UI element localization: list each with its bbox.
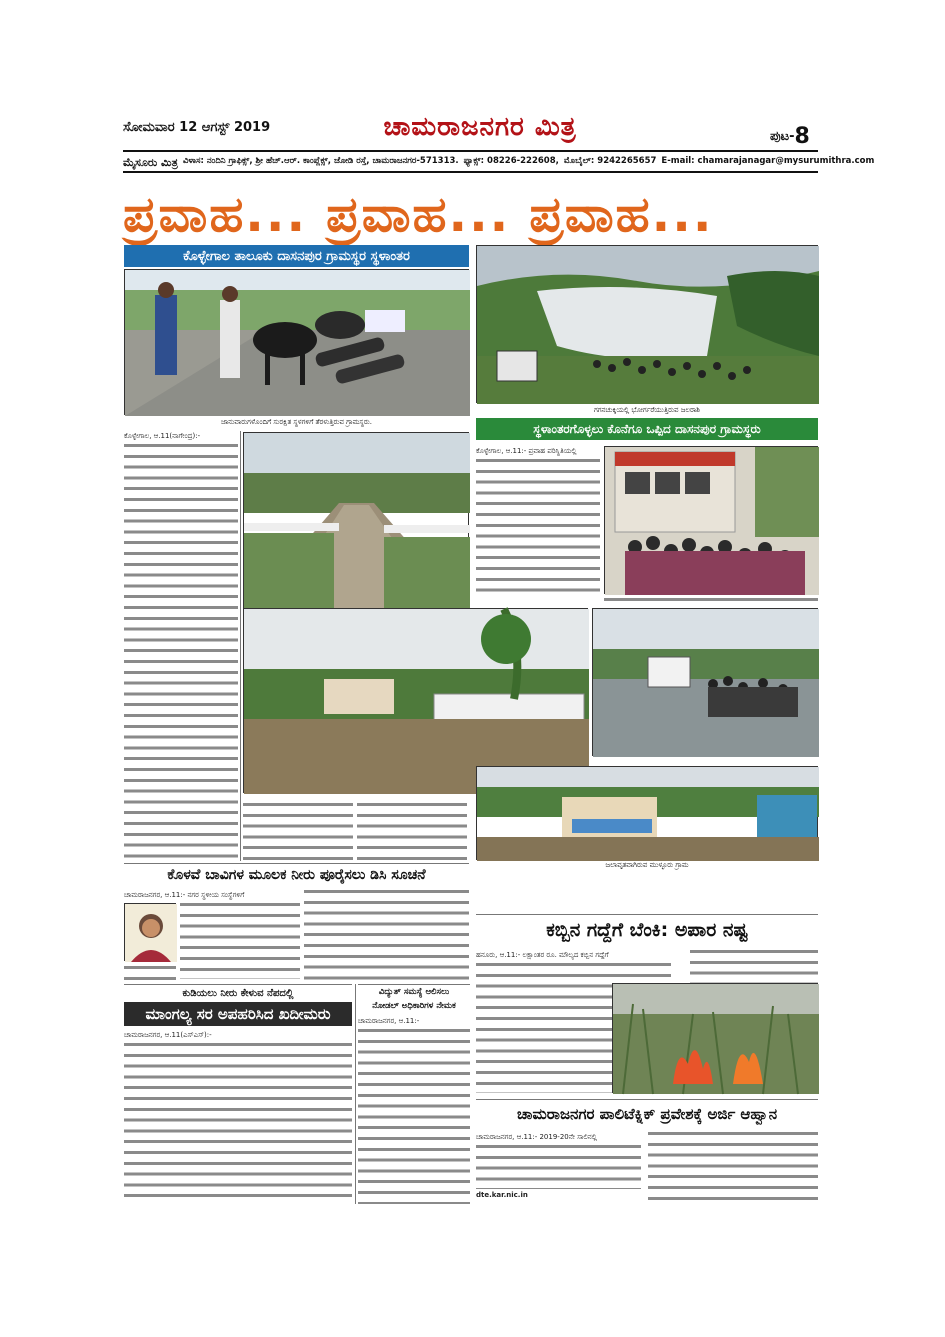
story5-headline: ಮಾಂಗಲ್ಯ ಸರ ಅಪಹರಿಸಿದ ಖದೀಮರು <box>124 1002 352 1026</box>
story5-lead: ಚಾಮರಾಜನಗರ, ಆ.11(ಎಸ್‌ಎಸ್):- <box>124 1031 212 1039</box>
header-date: ಸೋಮವಾರ 12 ಆಗಸ್ಟ್ 2019 <box>123 120 271 135</box>
story4-lead: ಹನೂರು, ಆ.11:- ಲಕ್ಷಾಂತರ ರೂ. ಮೌಲ್ಯದ ಕಬ್ಬಿನ ಗದ್ದೆಗೆ <box>476 951 609 959</box>
column-divider <box>240 431 241 861</box>
waterfall-caption: ಗಗನಚುಕ್ಕಿಯಲ್ಲಿ ಭೋರ್ಗರೆಯುತ್ತಿರುವ ಜಲರಾಶಿ <box>593 406 701 414</box>
page-label: ಪುಟ- <box>770 129 795 144</box>
story6-body <box>358 1029 470 1204</box>
story5-kicker: ಕುಡಿಯಲು ನೀರು ಕೇಳುವ ನೆಪದಲ್ಲಿ <box>124 984 352 1001</box>
story1-body <box>124 444 238 859</box>
flooded-road-photo <box>243 432 469 612</box>
story1-headline: ಕೊಳ್ಳೇಗಾಲ ತಾಲೂಕು ದಾಸನಪುರ ಗ್ರಾಮಸ್ಥರ ಸ್ಥಳಾಂತರ <box>124 245 469 267</box>
story4-headline: ಕಬ್ಬಿನ ಗದ್ದೆಗೆ ಬೆಂಕಿ: ಅಪಾರ ನಷ್ಟ <box>476 914 818 944</box>
column-divider-2 <box>355 984 356 1204</box>
sugarcane-fire-photo <box>612 983 818 1093</box>
waterfall-photo <box>476 245 818 403</box>
story2-headline: ಸ್ಥಳಾಂತರಗೊಳ್ಳಲು ಕೊನೆಗೂ ಒಪ್ಪಿದ ದಾಸನಪುರ ಗ್ರಾಮಸ್ಥರು <box>476 418 818 440</box>
story7-lead: ಚಾಮರಾಜನಗರ, ಆ.11:- 2019-20ನೇ ಸಾಲಿನಲ್ಲಿ <box>476 1133 597 1141</box>
story3-body-b <box>124 966 176 980</box>
story3-lead: ಚಾಮರಾಜನಗರ, ಆ.11:- ನಗರ ಸ್ಥಳೀಯ ಸಂಸ್ಥೆಗಳಿಗೆ <box>124 891 245 899</box>
story6-headline-bottom: ನೋಡಲ್ ಅಧಿಕಾರಿಗಳ ನೇಮಕ <box>372 1001 456 1011</box>
story1-cont-a <box>243 803 353 861</box>
story7-website: dte.kar.nic.in <box>476 1191 528 1199</box>
page-no: 8 <box>794 124 810 149</box>
banner-headline: ಪ್ರವಾಹ... ಪ್ರವಾಹ... ಪ್ರವಾಹ... <box>123 186 714 243</box>
address-line <box>123 156 875 170</box>
story2-body <box>476 459 600 599</box>
story3-body-a <box>180 903 300 979</box>
story5-body <box>124 1043 352 1203</box>
story2-lead: ಕೊಳ್ಳೇಗಾಲ, ಆ.11:- ಪ್ರವಾಹ ಪರಿಸ್ಥಿತಿಯಲ್ಲಿ <box>476 447 577 455</box>
page-number <box>770 124 810 149</box>
story6-headline-top: ವಿದ್ಯುತ್ ಸಮಸ್ಯೆ ಆಲಿಸಲು <box>358 984 470 998</box>
header-rule <box>123 150 818 152</box>
mobile-text: ಮೊಬೈಲ್: 9242265657 <box>563 156 657 166</box>
flooded-school-photo <box>476 766 818 860</box>
story1-lead: ಕೊಳ್ಳೇಗಾಲ, ಆ.11(ನಾಗೇಂದ್ರ):- <box>124 432 201 440</box>
story6-lead: ಚಾಮರಾಜನಗರ, ಆ.11:- <box>358 1017 420 1025</box>
story7-headline: ಚಾಮರಾಜನಗರ ಪಾಲಿಟೆಕ್ನಿಕ್ ಪ್ರವೇಶಕ್ಕೆ ಅರ್ಜಿ ಆಹ್ವಾನ <box>476 1099 818 1127</box>
fax-text: ಫ್ಯಾಕ್ಸ್: 08226-222608, <box>463 156 559 166</box>
address-rule <box>123 171 818 173</box>
flooded-street-photo <box>592 608 818 756</box>
cattle-caption: ಜಾನುವಾರುಗಳೊಂದಿಗೆ ಸುರಕ್ಷಿತ ಸ್ಥಳಗಳಿಗೆ ತೆರಳುತ್ತಿರುವ ಗ್ರಾಮಸ್ಥರು. <box>221 418 372 426</box>
bus-photo <box>604 446 818 594</box>
story7-body-b <box>648 1132 818 1202</box>
email-text: E-mail: chamarajanagar@mysurumithra.com <box>661 156 875 166</box>
story3-headline: ಕೊಳವೆ ಬಾವಿಗಳ ಮೂಲಕ ನೀರು ಪೂರೈಸಲು ಡಿಸಿ ಸೂಚನೆ <box>167 867 426 883</box>
portrait-photo <box>124 903 176 961</box>
cattle-photo <box>124 269 469 415</box>
mysuru-mitra-logo: ಮೈಸೂರು ಮಿತ್ರ <box>123 156 178 169</box>
story3-body-c <box>304 890 469 980</box>
paper-title: ಚಾಮರಾಜನಗರ ಮಿತ್ರ <box>383 112 577 142</box>
school-caption: ಜಲಾವೃತವಾಗಿರುವ ಮುಳ್ಳೂರು ಗ್ರಾಮ <box>605 861 689 869</box>
address-text: ವಿಳಾಸ: ನಂದಿನಿ ಗ್ರಾಫಿಕ್ಸ್, ಶ್ರೀ ಹೆಚ್.ಆರ್. ಕಾಂಪ್ಲೆಕ್ಸ್, ಜೋಡಿ ರಸ್ತೆ, ಚಾಮರಾಜನಗರ-571313. <box>182 156 459 166</box>
story1-cont-b <box>357 803 467 861</box>
story7-body-a <box>476 1145 641 1189</box>
